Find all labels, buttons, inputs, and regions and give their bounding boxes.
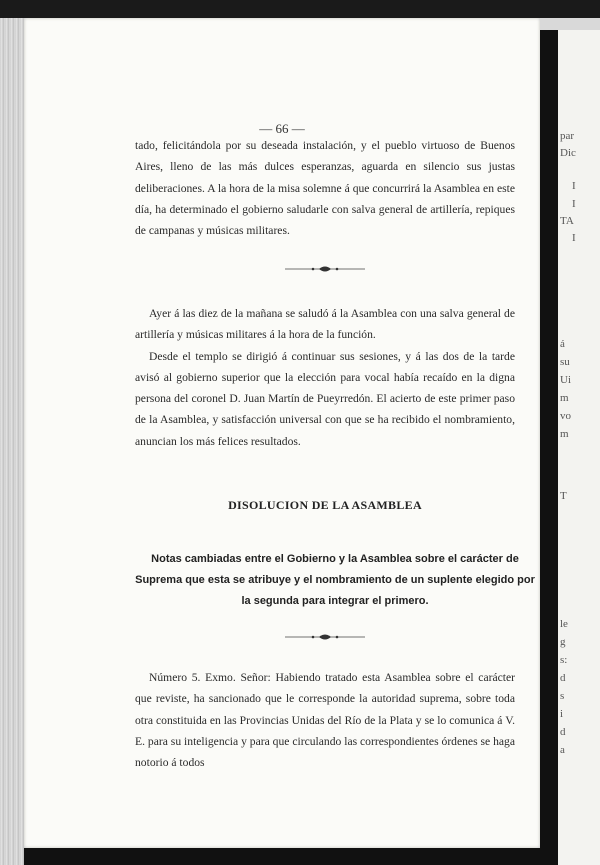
page-number: — 66 — <box>259 121 305 136</box>
facing-page-fragment: le <box>560 618 568 630</box>
facing-page-edge <box>558 30 600 865</box>
facing-page-fragment: d <box>560 726 566 738</box>
facing-page-fragment: d <box>560 672 566 684</box>
facing-page-fragment: par <box>560 130 575 142</box>
section-heading: DISOLUCION DE LA ASAMBLEA <box>228 498 422 512</box>
paragraph: tado, felicitándola por su deseada instalación, y el pueblo virtuoso de Buenos Aires, lleno de las más dulces esperanzas, aguarda en silencio sus justas deliberaciones. A la hora de la misa solemne á que concurrirá la Asamblea en este día, ha determinado el gobierno saludarle con salva general de artillería, repiques de campanas y músicas militares. <box>135 139 515 238</box>
facing-page-fragment: s: <box>560 654 568 666</box>
facing-page-fragment: Dic <box>560 147 576 159</box>
facing-page-fragment: I <box>572 198 576 210</box>
ornament-divider-icon <box>285 262 365 276</box>
text-block-bottom <box>135 667 515 773</box>
paragraph: Desde el templo se dirigió á continuar sus sesiones, y á las dos de la tarde avisó al gobierno superior que la elección para vocal había recaído en la digna persona del coronel D. Juan Martín de Pueyrredón. El acierto de este primer paso de la Asamblea, y satisfacción universal con que se ha recibido el nombramiento, anuncian los más felices resultados. <box>135 349 515 448</box>
facing-page-fragment: g <box>560 636 566 648</box>
facing-page-fragment: I <box>572 232 576 244</box>
paragraph: Ayer á las diez de la mañana se saludó á la Asamblea con una salva general de artillería y músicas militares á la hora de la función. <box>135 307 515 342</box>
facing-page-fragment: Ui <box>560 374 571 386</box>
scan-bottom-border <box>24 848 540 865</box>
text-block-top <box>135 135 515 241</box>
facing-page-fragment: a <box>560 744 565 756</box>
facing-page-fragment: i <box>560 708 564 720</box>
scan-top-border <box>0 0 600 18</box>
facing-page-fragment: vo <box>560 410 571 422</box>
facing-page-fragment: I <box>572 180 576 192</box>
facing-page-fragment: T <box>560 490 567 502</box>
ornament-divider-1 <box>135 258 515 280</box>
scan-binding-gutter <box>0 18 24 865</box>
facing-page-fragment: s <box>560 690 565 702</box>
facing-page-fragment: TA <box>560 215 574 227</box>
book-spine-shadow <box>540 30 558 865</box>
facing-page-fragment: m <box>560 428 569 440</box>
facing-page-fragment: su <box>560 356 570 368</box>
facing-page-fragment: m <box>560 392 569 404</box>
ornament-divider-icon <box>285 630 365 644</box>
section-subheading: Notas cambiadas entre el Gobierno y la Asamblea sobre el carácter de Suprema que esta se atribuye y el nombramiento de un suplente elegido por la segunda para integrar el primero. <box>135 553 535 607</box>
facing-page-fragment: á <box>560 338 565 350</box>
text-block-middle <box>135 303 515 452</box>
paragraph: Número 5. Exmo. Señor: Habiendo tratado esta Asamblea sobre el carácter que reviste, ha sancionado que le corresponde la autoridad suprema, sobre toda otra constituida en las Provincias Unidas del Río de la Plata y se lo comunica á V. E. para su inteligencia y para que circulando las correspondientes órdenes se haga notorio á todos <box>135 671 515 770</box>
ornament-divider-2 <box>135 626 515 648</box>
